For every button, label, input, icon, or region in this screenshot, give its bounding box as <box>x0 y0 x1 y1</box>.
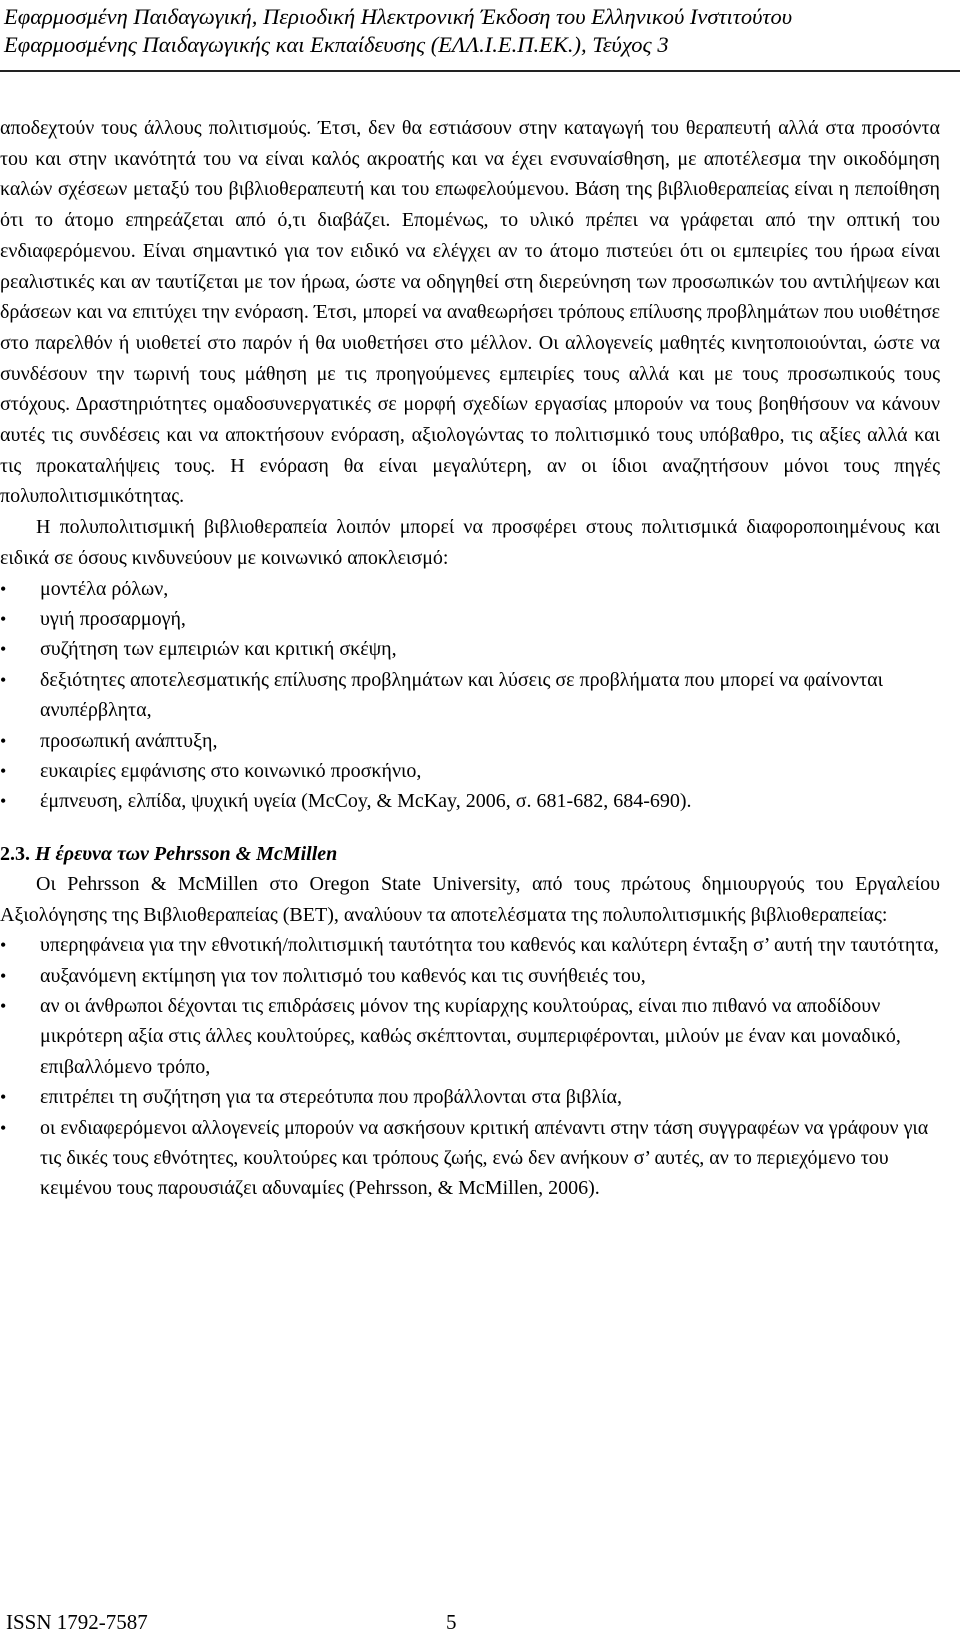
list-item <box>0 756 940 786</box>
paragraph-2: Η πολυπολιτισμική βιβλιοθεραπεία λοιπόν μπορεί να προσφέρει στους πολιτισμικά διαφοροποιημένους και ειδικά σε όσους κινδυνεύουν με κοινωνικό αποκλεισμό: <box>0 516 940 569</box>
list-item-text: μοντέλα ρόλων, <box>40 577 169 600</box>
bullet-icon: • <box>0 1087 7 1108</box>
page-body <box>0 113 940 1204</box>
list-item-text: προσωπική ανάπτυξη, <box>40 729 218 752</box>
list-item-text: συζήτηση των εμπειριών και κριτική σκέψη, <box>40 638 397 661</box>
list-item <box>0 961 940 991</box>
list-item-text: αυξανόμενη εκτίμηση για τον πολιτισμό του καθενός και τις συνήθειές του, <box>40 964 646 987</box>
issn-number: ISSN 1792-7587 <box>6 1610 148 1634</box>
header-line-2: Εφαρμοσμένης Παιδαγωγικής και Εκπαίδευσης (ΕΛΛ.Ι.Ε.Π.ΕΚ.), Τεύχος 3 <box>4 32 669 57</box>
bullet-icon: • <box>0 965 7 986</box>
bullet-list-1 <box>0 574 940 817</box>
bullet-icon: • <box>0 608 7 629</box>
bullet-icon: • <box>0 760 7 781</box>
bullet-icon: • <box>0 730 7 751</box>
list-item-text: υπερηφάνεια για την εθνοτική/πολιτισμική ταυτότητα του καθενός και καλύτερη ένταξη σ’ αυτή την ταυτότητα, <box>40 934 939 957</box>
section-number: 2.3. <box>0 842 30 865</box>
bullet-icon: • <box>0 1117 7 1138</box>
list-item <box>0 786 940 816</box>
list-item-text: ευκαιρίες εμφάνισης στο κοινωνικό προσκήνιο, <box>40 759 422 782</box>
list-item <box>0 604 940 634</box>
list-item <box>0 634 940 664</box>
list-item <box>0 726 940 756</box>
section-title: Η έρευνα των Pehrsson & McMillen <box>35 842 338 865</box>
bullet-icon: • <box>0 669 7 690</box>
list-item <box>0 665 940 726</box>
list-item <box>0 1113 940 1204</box>
list-item-text: επιτρέπει τη συζήτηση για τα στερεότυπα που προβάλλονται στα βιβλία, <box>40 1086 623 1109</box>
list-item-text: αν οι άνθρωποι δέχονται τις επιδράσεις μόνον της κυρίαρχης κουλτούρας, είναι πιο πιθανό να αποδίδουν μικρότερη αξία στις άλλες κουλτούρες, καθώς σκέπτονται, συμπεριφέρονται, μιλούν με έναν και μοναδικό, επιβαλλόμενο τρόπο, <box>40 995 901 1078</box>
list-item <box>0 574 940 604</box>
header-line-1: Εφαρμοσμένη Παιδαγωγική, Περιοδική Ηλεκτρονική Έκδοση του Ελληνικού Ινστιτούτου <box>4 4 793 29</box>
list-item-text: υγιή προσαρμογή, <box>40 607 186 630</box>
list-item <box>0 1082 940 1112</box>
list-item <box>0 991 940 1082</box>
running-header <box>0 0 960 72</box>
paragraph-3: Οι Pehrsson & McMillen στο Oregon State University, από τους πρώτους δημιουργούς του Εργαλείου Αξιολόγησης της Βιβλιοθεραπείας (BET), αναλύουν τα αποτελέσματα της πολυπολιτισμικής βιβλιοθεραπείας: <box>0 872 940 926</box>
bullet-icon: • <box>0 639 7 660</box>
bullet-icon: • <box>0 935 7 956</box>
list-item-text: δεξιότητες αποτελεσματικής επίλυσης προβλημάτων και λύσεις σε προβλήματα που μπορεί να φαίνονται ανυπέρβλητα, <box>40 668 883 722</box>
list-item-text: έμπνευση, ελπίδα, ψυχική υγεία (McCoy, & McKay, 2006, σ. 681-682, 684-690). <box>40 790 692 813</box>
paragraph-1: αποδεχτούν τους άλλους πολιτισμούς. Έτσι, δεν θα εστιάσουν στην καταγωγή του θεραπευτή αλλά στα προσόντα του και στην ικανότητά του να είναι καλός ακροατής και να έχει ενσυναίσθηση, με αποτέλεσμα την οικοδόμηση καλών σχέσεων μεταξύ του βιβλιοθεραπευτή και του επωφελούμενου. Βάση της βιβλιοθεραπείας είναι η πεποίθηση ότι το άτομο επηρεάζεται από ό,τι διαβάζει. Επομένως, το υλικό πρέπει να γράφεται από την οπτική του ενδιαφερόμενου. Είναι σημαντικό για τον ειδικό να ελέγχει αν το άτομο πιστεύει ότι οι εμπειρίες του ήρωα είναι ρεαλιστικές και αν ταυτίζεται με τον ήρωα, ώστε να οδηγηθεί στη διερεύνηση των προσωπικών του αντιλήψεων και δράσεων και να επιτύχει την ενόραση. Έτσι, μπορεί να αναθεωρήσει τρόπους επίλυσης προβλημάτων που υιοθέτησε στο παρελθόν ή υιοθετεί στο παρόν ή θα υιοθετήσει στο μέλλον. Οι αλλογενείς μαθητές κινητοποιούνται, ώστε να συνδέσουν την τωρινή τους μάθηση με τις προηγούμενες εμπειρίες τους αλλά και με τους προσωπικούς τους στόχους. Δραστηριότητες ομαδοσυνεργατικές σε μορφή σχεδίων εργασίας μπορούν να τους βοηθήσουν να κάνουν αυτές τις συνδέσεις και να αποκτήσουν ενόραση, αξιολογώντας το πολιτισμικό τους υπόβαθρο, τις αξίες αλλά και τις προκαταλήψεις τους. Η ενόραση θα είναι μεγαλύτερη, αν οι ίδιοι αναζητήσουν μόνοι τους πηγές πολυπολιτισμικότητας. <box>0 117 940 508</box>
bullet-icon: • <box>0 578 7 599</box>
list-item-text: οι ενδιαφερόμενοι αλλογενείς μπορούν να ασκήσουν κριτική απέναντι στην τάση συγγραφέων να γράφουν για τις δικές τους εθνότητες, κουλτούρες και τρόπους ζωής, ενώ δεν ανήκουν σ’ αυτές, αν το περιεχόμενο του κειμένου τους παρουσιάζει αδυναμίες (Pehrsson, & McMillen, 2006). <box>40 1116 929 1200</box>
page-number: 5 <box>446 1610 457 1634</box>
list-item <box>0 930 940 960</box>
page-footer <box>0 1606 960 1646</box>
bullet-icon: • <box>0 791 7 812</box>
bullet-icon: • <box>0 996 7 1017</box>
bullet-list-2 <box>0 930 940 1204</box>
section-heading <box>0 839 940 869</box>
